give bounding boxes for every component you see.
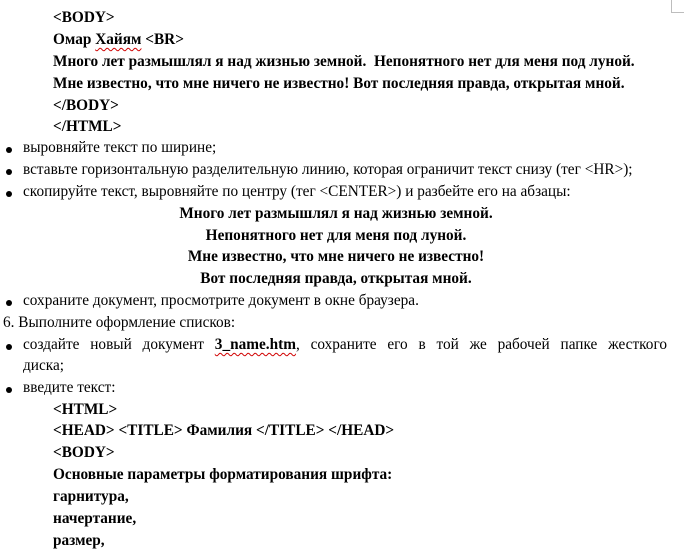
bullet-icon bbox=[6, 191, 12, 197]
bullet-create-line-1: создайте новый документ 3_name.htm, сохраните его в той же рабочей папке жесткого bbox=[23, 336, 667, 353]
author-name: Хайям bbox=[95, 31, 142, 48]
bullet-justify: выровняйте текст по ширине; bbox=[23, 139, 217, 156]
code2-heading: Основные параметры форматирования шрифта: bbox=[53, 466, 393, 483]
bullet-icon bbox=[6, 344, 12, 350]
bullet-icon bbox=[6, 387, 12, 393]
code2-item: гарнитура, bbox=[53, 488, 129, 505]
code-poem-line-2: Мне известно, что мне ничего не известно! Вот последняя правда, открытая мной. bbox=[53, 75, 625, 92]
section-6-heading: 6. Выполните оформление списков: bbox=[3, 314, 236, 331]
centered-poem-line-3: Мне известно, что мне ничего не известно! bbox=[187, 248, 485, 265]
code2-html-open: <HTML> bbox=[53, 401, 118, 418]
code2-item: начертание, bbox=[53, 510, 137, 527]
centered-poem-line-2: Непонятного нет для меня под луной. bbox=[205, 227, 467, 244]
code-html-close: </HTML> bbox=[53, 118, 122, 135]
bullet-hr: вставьте горизонтальную разделительную линию, которая ограничит текст снизу (тег <HR>); bbox=[23, 161, 633, 178]
code2-item: размер, bbox=[53, 532, 105, 549]
bullet-enter: введите текст: bbox=[23, 379, 116, 396]
bullet-center: скопируйте текст, выровняйте по центру (тег <CENTER>) и разбейте его на абзацы: bbox=[23, 183, 571, 200]
page-corner-mark bbox=[671, 0, 684, 13]
centered-poem-line-1: Много лет размышлял я над жизнью земной. bbox=[179, 205, 493, 222]
bullet-icon bbox=[6, 300, 12, 306]
bullet-create-line-2: диска; bbox=[23, 357, 64, 374]
bullet-icon bbox=[6, 147, 12, 153]
bullet-save: сохраните документ, просмотрите документ в окне браузера. bbox=[23, 292, 419, 309]
code-body-close: </BODY> bbox=[53, 97, 119, 114]
code-body-open: <BODY> bbox=[53, 9, 115, 26]
code2-head-line: <HEAD> <TITLE> Фамилия </TITLE> </HEAD> bbox=[53, 422, 395, 439]
code2-body-open: <BODY> bbox=[53, 444, 115, 461]
filename: 3_name.htm bbox=[214, 336, 296, 353]
code-author-line: Омар Хайям <BR> bbox=[53, 31, 184, 48]
centered-poem-line-4: Вот последняя правда, открытая мной. bbox=[200, 270, 472, 287]
code-poem-line-1: Много лет размышлял я над жизнью земной. Непонятного нет для меня под луной. bbox=[53, 53, 635, 70]
bullet-icon bbox=[6, 169, 12, 175]
